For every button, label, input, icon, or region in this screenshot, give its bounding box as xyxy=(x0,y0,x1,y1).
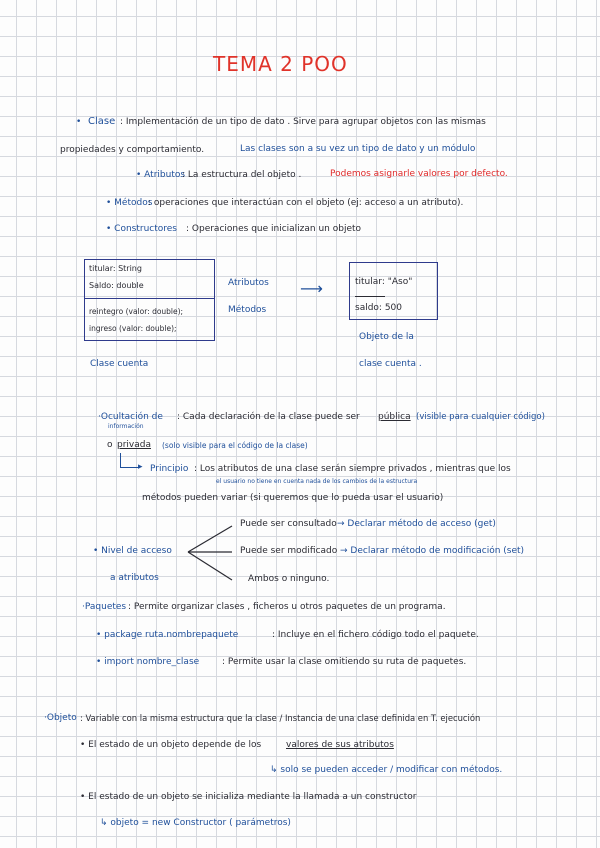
clase-label: Clase xyxy=(88,116,116,127)
import-text: : Permite usar la clase omitiendo su ruta de paquetes. xyxy=(222,657,467,667)
class-field-saldo: Saldo: double xyxy=(89,281,144,290)
nivel-option-set: → Declarar método de modificación (set) xyxy=(340,546,525,556)
class-method-ingreso: ingreso (valor: double); xyxy=(89,324,177,333)
nivel-option-consultado: Puede ser consultado xyxy=(240,519,337,529)
nivel-branch-lines xyxy=(186,520,236,584)
principio-connector-vertical xyxy=(120,453,121,468)
objeto-estado-1-note: ↳ solo se pueden acceder / modificar con métodos. xyxy=(270,765,503,775)
ocultacion-label-small: información xyxy=(108,423,144,430)
atributos-text: : La estructura del objeto . xyxy=(182,170,302,180)
diagram-atributos-label: Atributos xyxy=(228,278,269,288)
ocultacion-publica-note: (visible para cualquier código) xyxy=(416,412,545,422)
objeto-caption-line2: clase cuenta . xyxy=(359,359,422,369)
class-box-divider xyxy=(84,298,215,299)
principio-arrow-head: ▸ xyxy=(138,462,143,472)
nivel-option-get: → Declarar método de acceso (get) xyxy=(337,519,496,529)
import-label: • import nombre_clase xyxy=(96,657,200,667)
ocultacion-text: : Cada declaración de la clase puede ser xyxy=(177,412,360,422)
principio-text-line2: métodos pueden variar (si queremos que lo pueda usar el usuario) xyxy=(142,493,444,503)
principio-small-note: el usuario no tiene en cuenta nada de los cambios de la estructura xyxy=(216,478,418,485)
clase-cuenta-caption: Clase cuenta xyxy=(90,359,149,369)
metodos-text: : operaciones que interactúan con el objeto (ej: acceso a un atributo). xyxy=(148,198,464,208)
package-text: : Incluye en el fichero código todo el paquete. xyxy=(272,630,479,640)
page-title: TEMA 2 POO xyxy=(213,52,348,76)
principio-connector-horizontal xyxy=(120,467,140,468)
clase-bullet: • xyxy=(76,117,82,127)
object-field-underline xyxy=(355,296,385,297)
atributos-default-note: Podemos asignarle valores por defecto. xyxy=(330,169,508,179)
objeto-definition: : Variable con la misma estructura que la clase / Instancia de una clase definida en T. ejecución xyxy=(80,713,481,723)
nivel-option-ambos: Ambos o ninguno. xyxy=(248,574,330,584)
objeto-label: ·Objeto xyxy=(44,713,77,723)
objeto-estado-1-underlined: valores de sus atributos xyxy=(286,740,394,750)
clase-definition-line2: propiedades y comportamiento. xyxy=(60,145,205,155)
atributos-label: • Atributos xyxy=(136,170,186,180)
objeto-estado-1: • El estado de un objeto depende de los xyxy=(80,740,262,750)
paquetes-text: : Permite organizar clases , ficheros u otros paquetes de un programa. xyxy=(128,602,446,612)
principio-label: Principio xyxy=(150,464,189,474)
objeto-estado-2-note: ↳ objeto = new Constructor ( parámetros) xyxy=(100,818,291,828)
ocultacion-privada: privada xyxy=(117,440,151,450)
clase-definition: : Implementación de un tipo de dato . Sirve para agrupar objetos con las mismas xyxy=(120,117,486,127)
objeto-estado-2: • El estado de un objeto se inicializa mediante la llamada a un constructor xyxy=(80,792,417,802)
class-method-reintegro: reintegro (valor: double); xyxy=(89,307,184,316)
diagram-arrow: ⟶ xyxy=(300,279,323,298)
metodos-label: • Métodos xyxy=(106,198,153,208)
clase-module-note: Las clases son a su vez un tipo de dato y un módulo xyxy=(240,144,476,154)
constructores-label: • Constructores xyxy=(106,224,177,234)
package-label: • package ruta.nombrepaquete xyxy=(96,630,239,640)
nivel-label-line1: • Nivel de acceso xyxy=(93,546,172,556)
object-field-titular: titular: "Aso" xyxy=(355,277,413,287)
constructores-text: : Operaciones que inicializan un objeto xyxy=(186,224,362,234)
diagram-metodos-label: Métodos xyxy=(228,305,267,315)
privada-bullet: o xyxy=(107,440,113,450)
nivel-option-modificado: Puede ser modificado xyxy=(240,546,338,556)
paquetes-label: ·Paquetes xyxy=(82,602,127,612)
nivel-label-line2: a atributos xyxy=(110,573,159,583)
ocultacion-label: ·Ocultación de xyxy=(98,412,163,422)
ocultacion-publica: pública xyxy=(378,412,411,422)
class-field-titular: titular: String xyxy=(89,264,142,273)
principio-text: : Los atributos de una clase serán siempre privados , mientras que los xyxy=(194,464,511,474)
ocultacion-privada-note: (solo visible para el código de la clase) xyxy=(162,441,308,450)
object-field-saldo: saldo: 500 xyxy=(355,303,402,313)
objeto-caption-line1: Objeto de la xyxy=(359,332,414,342)
